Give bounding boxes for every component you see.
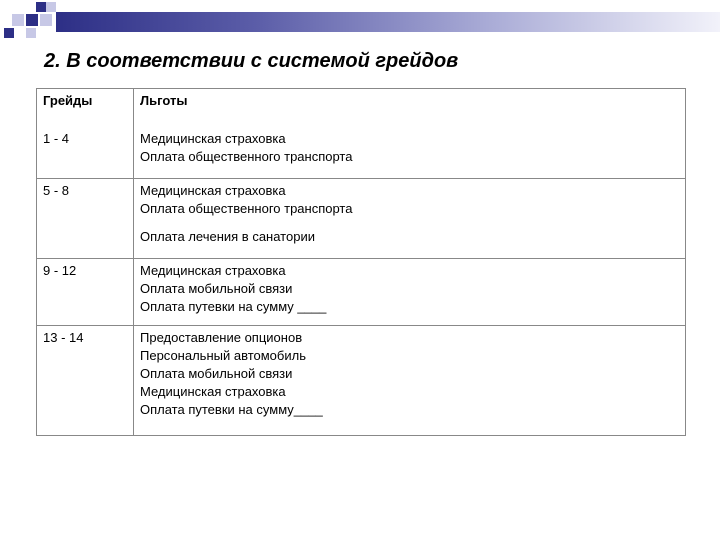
benefit-item: Медицинская страховка bbox=[140, 383, 286, 399]
table-row bbox=[37, 259, 686, 325]
grade-cell bbox=[37, 325, 134, 435]
decor-square bbox=[40, 14, 52, 26]
decor-square bbox=[46, 2, 56, 12]
benefit-item: Оплата путевки на сумму ____ bbox=[140, 299, 327, 315]
table-row bbox=[37, 325, 686, 435]
benefit-item: Персональный автомобиль bbox=[140, 347, 306, 363]
grades-table bbox=[36, 88, 686, 436]
benefit-item: Оплата мобильной связи bbox=[140, 281, 293, 297]
table-row bbox=[37, 89, 686, 179]
benefit-item: Оплата общественного транспорта bbox=[140, 149, 353, 164]
decor-square bbox=[12, 14, 24, 26]
benefit-item: Медицинская страховка bbox=[140, 131, 286, 146]
page-title: 2. В соответствии с системой грейдов bbox=[44, 50, 459, 72]
grade-value: 9 - 12 bbox=[43, 263, 77, 279]
benefit-item: Медицинская страховка bbox=[140, 263, 286, 279]
table-row bbox=[37, 179, 686, 259]
benefit-item: Медицинская страховка bbox=[140, 183, 286, 199]
benefits-cell bbox=[134, 89, 686, 179]
benefits-cell bbox=[134, 259, 686, 325]
grade-cell bbox=[37, 179, 134, 259]
grade-value: 13 - 14 bbox=[43, 329, 84, 345]
benefit-item: Оплата мобильной связи bbox=[140, 365, 293, 381]
column-header-grades: Грейды bbox=[43, 93, 93, 108]
decor-square bbox=[26, 28, 36, 38]
benefits-cell bbox=[134, 179, 686, 259]
benefit-item: Оплата путевки на сумму____ bbox=[140, 401, 323, 417]
decor-square bbox=[4, 28, 14, 38]
grade-value: 5 - 8 bbox=[43, 183, 70, 199]
column-header-benefits: Льготы bbox=[140, 93, 188, 108]
grade-cell bbox=[37, 259, 134, 325]
grade-cell bbox=[37, 89, 134, 179]
grade-value: 1 - 4 bbox=[43, 131, 70, 146]
benefits-cell bbox=[134, 325, 686, 435]
decor-square bbox=[36, 2, 46, 12]
decor-stripe bbox=[56, 12, 720, 32]
decor-square bbox=[26, 14, 38, 26]
benefit-item: Оплата лечения в санатории bbox=[140, 229, 315, 245]
benefit-item: Предоставление опционов bbox=[140, 329, 303, 345]
benefit-item: Оплата общественного транспорта bbox=[140, 201, 353, 217]
